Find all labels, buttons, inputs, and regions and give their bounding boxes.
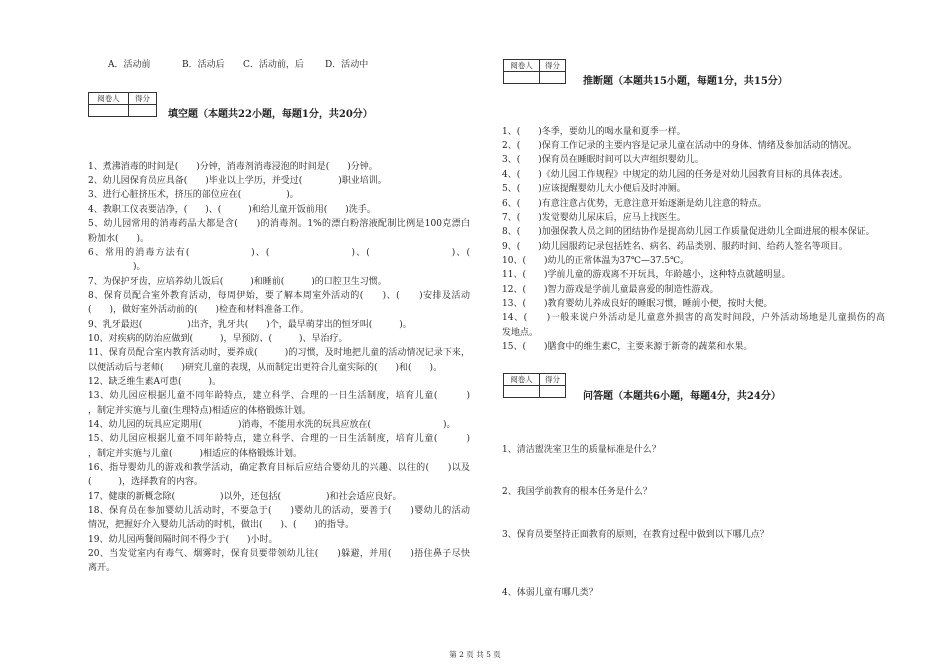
true-false-item-6: 6、( )有意注意占优势，无意注意开始逐渐是幼儿注意的特点。 — [502, 198, 767, 209]
fill-blank-item-19: 19、幼儿园两餐间隔时间不得少于( )小时。 — [88, 534, 278, 545]
true-false-item-11: 11、( )学前儿童的游戏离不开玩具，年龄越小，这种特点就越明显。 — [502, 270, 791, 281]
short-answer-score-box — [503, 373, 566, 398]
score-box-score-label: 得分 — [129, 93, 156, 105]
true-false-item-2: 2、( )保育工作记录的主要内容是记录儿童在活动中的身体、情绪及参加活动的情况。 — [502, 141, 857, 152]
score-box-reviewer-label: 阅卷人 — [504, 60, 540, 72]
fill-blank-item-14: 14、幼儿园的玩具应定期用( )消毒，不能用水洗的玩具应放在( )。 — [88, 419, 456, 430]
score-box-score-cell — [540, 386, 565, 397]
true-false-section-title: 推断题（本题共15小题，每题1分，共15分） — [583, 76, 788, 87]
fill-blank-item-3: 3、进行心脏挤压术，挤压的部位应在( )。 — [88, 190, 299, 201]
short-answer-question-3: 3、保育员要坚持正面教育的原则，在教育过程中做到以下哪几点？ — [502, 530, 769, 540]
fill-blank-item-15-continued: ，制定并实施与儿童( )相适应的体格锻炼计划。 — [88, 448, 303, 459]
fill-blank-questions — [88, 160, 470, 576]
score-box-reviewer-label: 阅卷人 — [504, 374, 540, 386]
fill-blank-item-9: 9、乳牙最迟( )出齐，乳牙共( )个，最早萌芽出的恒牙叫( )。 — [88, 319, 412, 330]
fill-blank-item-16: 16、指导婴幼儿的游戏和教学活动，确定教育目标后应结合婴幼儿的兴趣、以往的( )以及 — [88, 463, 470, 474]
true-false-item-12: 12、( )智力游戏是学前儿童最喜爱的制造性游戏。 — [502, 284, 719, 295]
true-false-item-4: 4、( )《幼儿园工作规程》中规定的幼儿园的任务是对幼儿园教育目标的具体表述。 — [502, 169, 848, 180]
fill-blank-item-1: 1、煮沸消毒的时间是( )分钟，消毒剂消毒浸泡的时间是( )分钟。 — [88, 161, 378, 172]
fill-blank-item-11: 11、保育员配合室内教育活动时，要养成( )的习惯，及时地把儿童的活动情况记录下来， — [88, 348, 470, 359]
score-box-reviewer-label: 阅卷人 — [89, 93, 129, 105]
fill-blank-item-2: 2、幼儿园保育员应具备( )毕业以上学历，并受过( )职业培训。 — [88, 176, 387, 187]
short-answer-question-1: 1、清洁盥洗室卫生的质量标准是什么？ — [502, 445, 661, 455]
fill-blank-item-6-continued: )。 — [88, 262, 146, 273]
score-box-reviewer-cell — [89, 105, 129, 116]
fill-blank-item-16-continued: ( )，选择教育的内容。 — [88, 477, 204, 488]
previous-question-options — [0, 58, 470, 72]
score-box-reviewer-cell — [504, 386, 540, 397]
page-number: 第 2 页 共 5 页 — [449, 650, 501, 659]
true-false-item-14: 14、( )一般来说户外活动是儿童意外损害的高发时间段，户外活动场地是儿童损伤的高 — [502, 313, 885, 324]
true-false-item-10: 10、( )幼儿的正常体温为37℃—37.5℃。 — [502, 255, 690, 266]
fill-blank-item-15: 15、幼儿园应根据儿童不同年龄特点，建立科学、合理的一日生活制度，培育儿童( ) — [88, 434, 470, 445]
true-false-questions — [502, 125, 885, 355]
option-a: A．活动前 — [108, 60, 151, 70]
short-answer-question-2: 2、我国学前教育的根本任务是什么？ — [502, 487, 652, 497]
fill-blank-item-8: 8、保育员配合室外教育活动，每周伊始，要了解本周室外活动的( )、( )安排及活动 — [88, 290, 470, 301]
option-c: C．活动前，后 — [243, 60, 304, 70]
short-answer-section-title: 问答题（本题共6小题，每题4分，共24分） — [583, 391, 781, 402]
true-false-item-7: 7、( )发觉婴幼儿尿床后，应马上找医生。 — [502, 212, 686, 223]
true-false-item-13: 13、( )教育婴幼儿养成良好的睡眠习惯，睡前小便，按时大便。 — [502, 298, 773, 309]
short-answer-question-4: 4、体弱儿童有哪几类？ — [502, 588, 598, 598]
true-false-item-1: 1、( )冬季，要幼儿的喝水量和夏季一样。 — [502, 126, 686, 137]
true-false-item-14-continued: 发地点。 — [502, 327, 539, 338]
fill-blank-score-box — [88, 92, 157, 117]
fill-blank-item-18: 18、保育员在参加婴幼儿活动时，不要急于( )婴幼儿的活动，要善于( )婴幼儿的活动 — [88, 506, 470, 517]
fill-blank-item-6: 6、常用的消毒方法有( )、( )、( )、( — [88, 247, 470, 258]
fill-blank-item-13-continued: ，制定并实施与儿童(生理特点)相适应的体格锻炼计划。 — [88, 405, 312, 416]
fill-blank-item-4: 4、教职工仪表要洁净，( )、( )和给儿童开饭前用( )洗手。 — [88, 204, 376, 215]
score-box-score-cell — [129, 105, 156, 116]
fill-blank-item-11-continued: 以便活动后与老师( )研究儿童的表现，从而制定出更符合儿童实际的( )和( )。 — [88, 362, 443, 373]
true-false-item-8: 8、( )加强保教人员之间的团结协作是提高幼儿园工作质量促进幼儿全面进展的根本保证。 — [502, 227, 875, 238]
fill-blank-item-17: 17、健康的新概念除( )以外，还包括( )和社会适应良好。 — [88, 491, 402, 502]
fill-blank-item-12: 12、缺乏维生素A可患( )。 — [88, 376, 221, 387]
option-d: D．活动中 — [325, 60, 369, 70]
fill-blank-item-8-continued: ( )，做好室外活动前的( )检查和材料准备工作。 — [88, 305, 310, 316]
score-box-score-cell — [540, 72, 565, 83]
fill-blank-item-5-continued: 粉加水( )。 — [88, 233, 150, 244]
fill-blank-section-title: 填空题（本题共22小题，每题1分，共20分） — [168, 109, 373, 120]
fill-blank-item-10: 10、对疾病的防治应做到( )，早预防、( )、早治疗。 — [88, 333, 348, 344]
score-box-reviewer-cell — [504, 72, 540, 83]
fill-blank-item-18-continued: 情况，把握好介入婴幼儿活动的时机，做出( )、( )的指导。 — [88, 520, 355, 531]
score-box-score-label: 得分 — [540, 374, 565, 386]
option-b: B．活动后 — [182, 60, 225, 70]
true-false-item-3: 3、( )保育员在睡眠时间可以大声组织婴幼儿。 — [502, 155, 704, 166]
fill-blank-item-20-continued: 离开。 — [88, 563, 116, 574]
true-false-item-9: 9、( )幼儿园服药记录包括姓名、病名、药品类别、服药时间、给药人签名等项目。 — [502, 241, 848, 252]
true-false-item-15: 15、( )膳食中的维生素C，主要来源于新奇的蔬菜和水果。 — [502, 341, 753, 352]
score-box-score-label: 得分 — [540, 60, 565, 72]
true-false-score-box — [503, 59, 566, 84]
fill-blank-item-5: 5、幼儿园常用的消毒药品大都是含( )的消毒剂。1%的漂白粉溶液配制比例是100克漂白 — [88, 219, 470, 230]
fill-blank-item-13: 13、幼儿园应根据儿童不同年龄特点，建立科学、合理的一日生活制度，培育儿童( ) — [88, 391, 470, 402]
fill-blank-item-7: 7、为保护牙齿，应培养幼儿饭后( )和睡前( )的口腔卫生习惯。 — [88, 276, 387, 287]
fill-blank-item-20: 20、当发觉室内有毒气、烟雾时，保育员要带领幼儿往( )躲避，并用( )捂住鼻子尽快 — [88, 549, 470, 560]
true-false-item-5: 5、( )应该提醒婴幼儿大小便后及时冲厕。 — [502, 184, 686, 195]
